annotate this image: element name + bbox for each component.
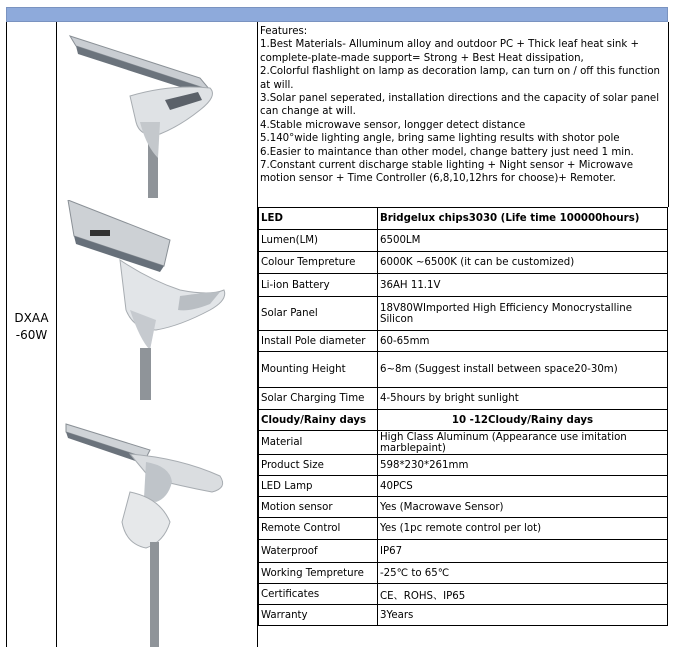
spec-key: Certificates — [259, 584, 378, 605]
spec-value: 10 -12Cloudy/Rainy days — [378, 410, 668, 431]
spec-key: Warranty — [259, 605, 378, 626]
spec-value: 3Years — [378, 605, 668, 626]
spec-key: Product Size — [259, 455, 378, 476]
model-label — [6, 310, 57, 344]
spec-key: Remote Control — [259, 518, 378, 540]
model-text: DXAA-60W — [14, 311, 49, 342]
spec-row — [259, 518, 668, 540]
spec-key: Material — [259, 431, 378, 455]
spec-key: Solar Charging Time — [259, 388, 378, 410]
product-photo-1 — [60, 26, 249, 198]
spec-row — [259, 331, 668, 352]
spec-row — [259, 540, 668, 563]
spec-key: LED Lamp — [259, 476, 378, 497]
feature-line-2: 2.Colorful flashlight on lamp as decoration lamp, can turn on / off this function at will. — [260, 66, 661, 91]
feature-line-5: 5.140°wide lighting angle, bring same lighting results with shotor pole — [260, 133, 620, 145]
spec-row — [259, 476, 668, 497]
spec-key: Install Pole diameter — [259, 331, 378, 352]
spec-row — [259, 352, 668, 388]
spec-value: 6~8m (Suggest install between space20-30m) — [378, 352, 668, 388]
spec-value: -25℃ to 65℃ — [378, 563, 668, 584]
features-title: Features: — [260, 26, 308, 37]
spec-row — [259, 584, 668, 605]
spec-value: 36AH 11.1V — [378, 274, 668, 297]
spec-row — [259, 208, 668, 230]
spec-value: Yes (Macrowave Sensor) — [378, 497, 668, 518]
spec-key: Mounting Height — [259, 352, 378, 388]
spec-key: Motion sensor — [259, 497, 378, 518]
feature-line-7: 7.Constant current discharge stable lighting + Night sensor + Microwave motion sensor + Time Controller (6,8,10,12hrs for choose)+ Remoter. — [260, 160, 633, 185]
spec-row — [259, 431, 668, 455]
feature-line-1: 1.Best Materials- Alluminum alloy and outdoor PC + Thick leaf heat sink + complete-plate-made support= Strong + Best Heat dissipation, — [260, 39, 640, 64]
spec-row — [259, 230, 668, 252]
spec-value: Yes (1pc remote control per lot) — [378, 518, 668, 540]
spec-value: CE、ROHS、IP65 — [378, 584, 668, 605]
spec-value: 40PCS — [378, 476, 668, 497]
spec-value: IP67 — [378, 540, 668, 563]
spec-value: 60-65mm — [378, 331, 668, 352]
spec-key: Waterproof — [259, 540, 378, 563]
spec-key: LED — [259, 208, 378, 230]
feature-line-6: 6.Easier to maintance than other model, change battery just need 1 min. — [260, 146, 634, 158]
spec-value: Bridgelux chips3030 (Life time 100000hours) — [378, 208, 668, 230]
spec-value: 6000K ~6500K (it can be customized) — [378, 252, 668, 274]
feature-line-4: 4.Stable microwave sensor, longger detect distance — [260, 119, 526, 131]
spec-row — [259, 252, 668, 274]
spec-row — [259, 388, 668, 410]
spec-value: 4-5hours by bright sunlight — [378, 388, 668, 410]
spec-row — [259, 455, 668, 476]
spec-row — [259, 410, 668, 431]
feature-line-3: 3.Solar panel seperated, installation directions and the capacity of solar panel can change at will. — [260, 93, 660, 118]
product-photo-3 — [60, 402, 249, 647]
spec-key: Cloudy/Rainy days — [259, 410, 378, 431]
spec-key: Lumen(LM) — [259, 230, 378, 252]
spec-row — [259, 605, 668, 626]
spec-table — [258, 207, 668, 626]
spec-key: Solar Panel — [259, 297, 378, 331]
spec-key: Li-ion Battery — [259, 274, 378, 297]
product-photo-2 — [60, 200, 249, 400]
spec-value: 598*230*261mm — [378, 455, 668, 476]
features-block — [260, 25, 670, 186]
spec-value: High Class Aluminum (Appearance use imitation marblepaint) — [378, 431, 668, 455]
spec-row — [259, 497, 668, 518]
spec-value: 18V80WImported High Efficiency Monocrystalline Silicon — [378, 297, 668, 331]
spec-row — [259, 274, 668, 297]
spec-value: 6500LM — [378, 230, 668, 252]
header-bar — [6, 7, 668, 22]
spec-row — [259, 297, 668, 331]
spec-key: Colour Tempreture — [259, 252, 378, 274]
spec-key: Working Tempreture — [259, 563, 378, 584]
spec-row — [259, 563, 668, 584]
product-images — [57, 22, 258, 647]
spec-table-body — [259, 208, 668, 626]
